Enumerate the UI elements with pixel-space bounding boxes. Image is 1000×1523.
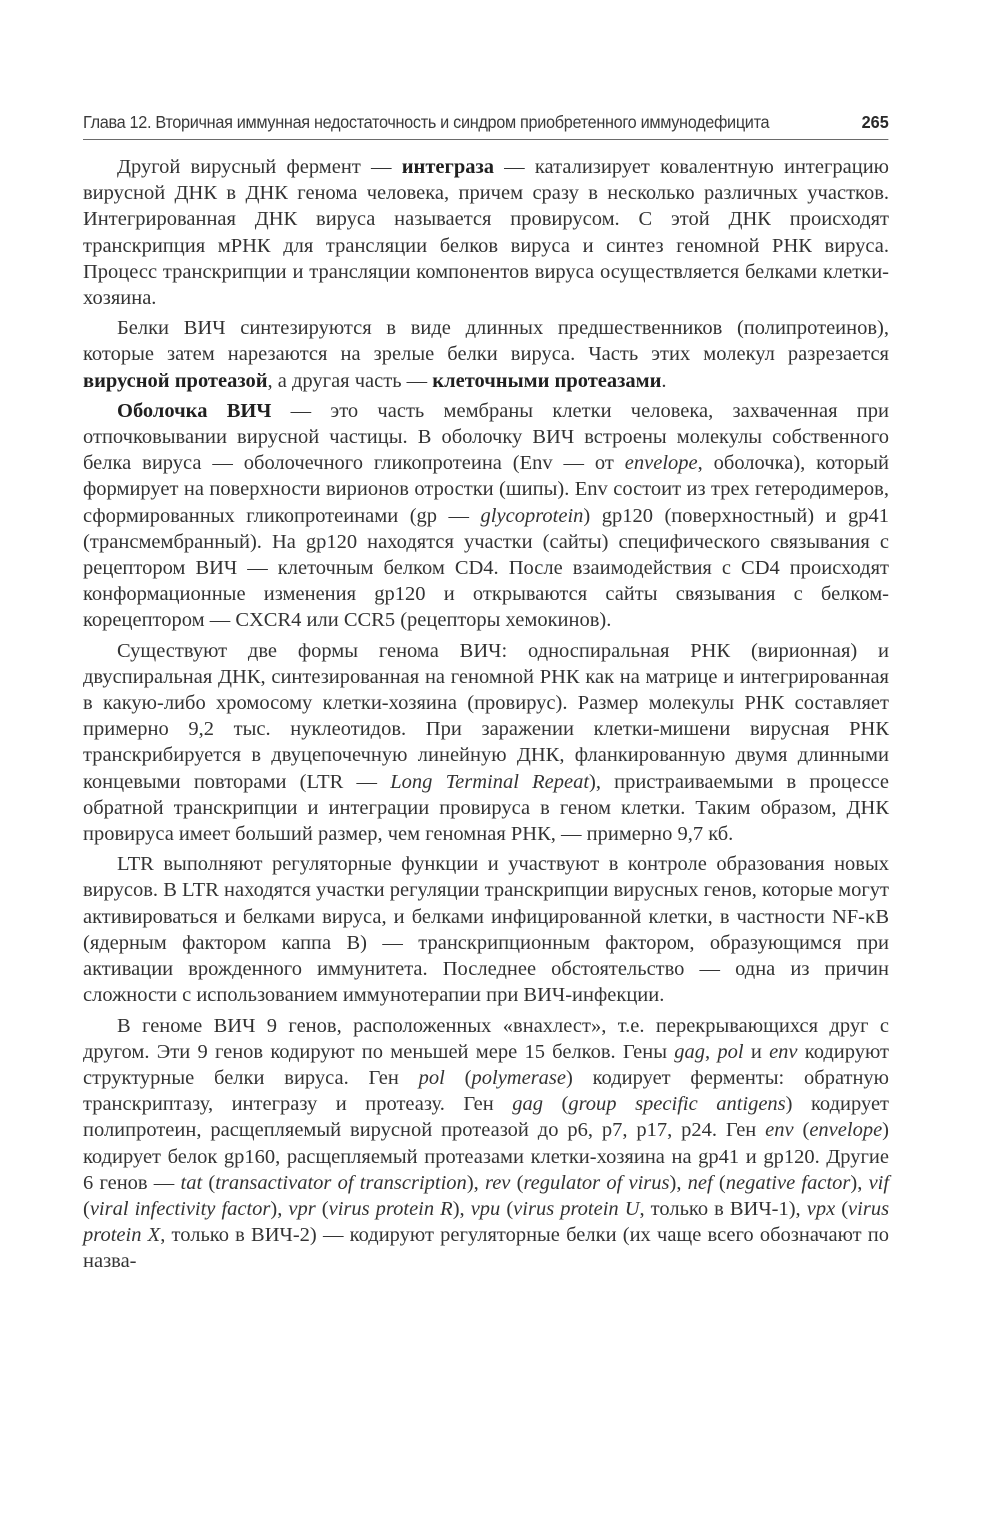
italic-term: virus protein U xyxy=(513,1197,640,1220)
text-run: — это часть мембраны клетки человека, захваченная при отпочковывании вирусной частицы. В оболочку ВИЧ встроены молекулы собственного белка вируса — оболочечного гликопротеина (Env — от xyxy=(83,399,889,475)
italic-term: vif xyxy=(868,1171,890,1194)
text-run: Другой вирусный фермент — xyxy=(117,156,402,178)
italic-term: vpu xyxy=(470,1197,501,1220)
text-run: ), xyxy=(270,1197,289,1220)
text-run: ( xyxy=(444,1066,472,1089)
text-run: ) кодирует белок gp160, расщепляемый протеазами клетки-хозяина на gp41 и gp120. Другие 6 генов — xyxy=(83,1119,889,1194)
text-run: . xyxy=(661,369,667,392)
paragraph-polyproteins xyxy=(83,315,889,394)
text-run: В геноме ВИЧ 9 генов, расположенных «внахлест», т.е. перекрывающихся друг с другом. Эти 9 генов кодируют по меньшей мере 15 белков. Гены xyxy=(83,1014,889,1063)
paragraph-ltr xyxy=(83,851,889,1008)
italic-term: virus protein X xyxy=(83,1197,890,1247)
italic-term: env xyxy=(765,1119,794,1142)
text-run: ( xyxy=(835,1197,849,1220)
italic-term: transactivator of transcription xyxy=(215,1171,467,1194)
running-header xyxy=(83,112,889,140)
text-run: ( xyxy=(500,1197,514,1220)
paragraph-genes xyxy=(83,1013,889,1275)
bold-term: вирусной протеазой xyxy=(83,369,268,392)
text-run: ) кодирует полипротеин, расщепляемый вирусной протеазой до p6, p7, p17, p24. Ген xyxy=(83,1093,890,1142)
italic-term: gag xyxy=(512,1093,543,1116)
italic-term: vpr xyxy=(288,1197,316,1220)
text-run: ( xyxy=(202,1171,216,1194)
text-run: ( xyxy=(543,1093,569,1116)
bold-term: клеточными протеазами xyxy=(432,369,662,392)
bold-term: интеграза xyxy=(401,156,494,178)
text-run: , а другая часть — xyxy=(267,369,433,392)
bold-term: Оболочка ВИЧ xyxy=(117,399,272,422)
text-run: ( xyxy=(315,1197,329,1220)
italic-term: rev xyxy=(484,1171,511,1194)
italic-term: virus protein R xyxy=(328,1197,453,1220)
text-run: ) gp120 (поверхностный) и gp41 (трансмембранный). На gp120 находятся участки (сайты) специфического связывания с рецептором ВИЧ — клеточным белком CD4. После взаимодействия с CD4 происходят конформационные изменения gp120 и открываются сайты связывания с белком-корецептором — CXCR4 или CCR5 (рецепторы хемокинов). xyxy=(83,504,889,632)
text-run: и xyxy=(743,1040,770,1063)
chapter-title: Глава 12. Вторичная иммунная недостаточность и синдром приобретенного иммунодефицита xyxy=(83,112,770,132)
italic-term: group specific antigens xyxy=(568,1093,786,1116)
italic-term: polymerase xyxy=(471,1066,567,1089)
italic-term: envelope xyxy=(624,452,698,475)
italic-term: pol xyxy=(418,1066,445,1089)
text-run: ), xyxy=(466,1171,485,1194)
italic-term: regulator of virus xyxy=(523,1171,670,1194)
text-run: Существуют две формы генома ВИЧ: односпиральная РНК (вирионная) и двуспиральная ДНК, синтезированная на геномной РНК как на матрице и интегрированная в какую-либо хромосому клетки-хозяина (провирус). Размер молекулы РНК составляет примерно 9,2 тыс. нуклеотидов. При заражении клетки-мишени вирусная РНК транскрибируется в двуцепочечную линейную ДНК, фланкированную двумя длинными концевыми повторами (LTR — xyxy=(83,639,889,793)
paragraph-genome-forms xyxy=(83,638,889,848)
italic-term: negative factor xyxy=(725,1171,851,1194)
text-run: ) кодирует ферменты: обратную транскриптазу, интегразу и протеазу. Ген xyxy=(83,1066,890,1116)
body-text xyxy=(83,154,889,1275)
text-run: ( xyxy=(83,1197,90,1220)
italic-term: glycoprotein xyxy=(480,504,584,527)
italic-term: pol xyxy=(717,1040,744,1063)
italic-term: viral infectivity factor xyxy=(89,1197,271,1220)
book-page xyxy=(83,112,889,1279)
italic-term: envelope xyxy=(809,1119,883,1142)
italic-term: Long Terminal Repeat xyxy=(390,770,590,793)
italic-term: env xyxy=(769,1040,798,1063)
text-run: — катализирует ковалентную интеграцию вирусной ДНК в ДНК генома человека, причем сразу в несколько различных участков. Интегрированная ДНК вируса называется провирусом. С этой ДНК происходят транскрипция мРНК для трансляции белков вируса и синтез геномной РНК вируса. Процесс транскрипции и трансляции компонентов вируса осуществляется белками клетки-хозяина. xyxy=(83,156,889,310)
italic-term: nef xyxy=(687,1171,713,1194)
text-run: ), xyxy=(669,1171,688,1194)
text-run: ( xyxy=(510,1171,524,1194)
text-run: кодируют структурные белки вируса. Ген xyxy=(83,1040,889,1089)
italic-term: tat xyxy=(180,1171,203,1194)
text-run: ( xyxy=(712,1171,726,1194)
text-run: ( xyxy=(793,1119,810,1142)
text-run: ), xyxy=(850,1171,869,1194)
text-run: , только в ВИЧ-2) — кодируют регуляторные белки (их чаще всего обозначают по назва- xyxy=(83,1224,889,1273)
page-number: 265 xyxy=(861,112,889,132)
text-run: Белки ВИЧ синтезируются в виде длинных предшественников (полипротеинов), которые затем нарезаются на зрелые белки вируса. Часть этих молекул разрезается xyxy=(83,317,889,366)
paragraph-envelope xyxy=(83,398,889,634)
italic-term: gag xyxy=(674,1040,706,1063)
italic-term: vpx xyxy=(806,1197,836,1220)
text-run: , оболочка), который формирует на поверхности вирионов отростки (шипы). Env состоит из трех гетеродимеров, сформированных гликопротеинами (gp — xyxy=(83,452,890,527)
text-run: ), xyxy=(452,1197,471,1220)
text-run: LTR выполняют регуляторные функции и участвуют в контроле образования новых вирусов. В LTR находятся участки регуляции транскрипции вирусных генов, которые могут активироваться и белками вируса, и белками инфицированной клетки, в частности NF-κB (ядерным фактором каппа B) — транскрипционным фактором, образующимся при активации врожденного иммунитета. Последнее обстоятельство — одна из причин сложности с использованием иммунотерапии при ВИЧ-инфекции. xyxy=(83,853,889,1007)
text-run: , xyxy=(705,1040,718,1063)
text-run: ), пристраиваемыми в процессе обратной транскрипции и интеграции провируса в геном клетки. Таким образом, ДНК провируса имеет больший размер, чем геномная РНК, — примерно 9,7 кб. xyxy=(83,770,889,846)
paragraph-integrase xyxy=(83,154,889,311)
text-run: , только в ВИЧ-1), xyxy=(639,1197,807,1220)
